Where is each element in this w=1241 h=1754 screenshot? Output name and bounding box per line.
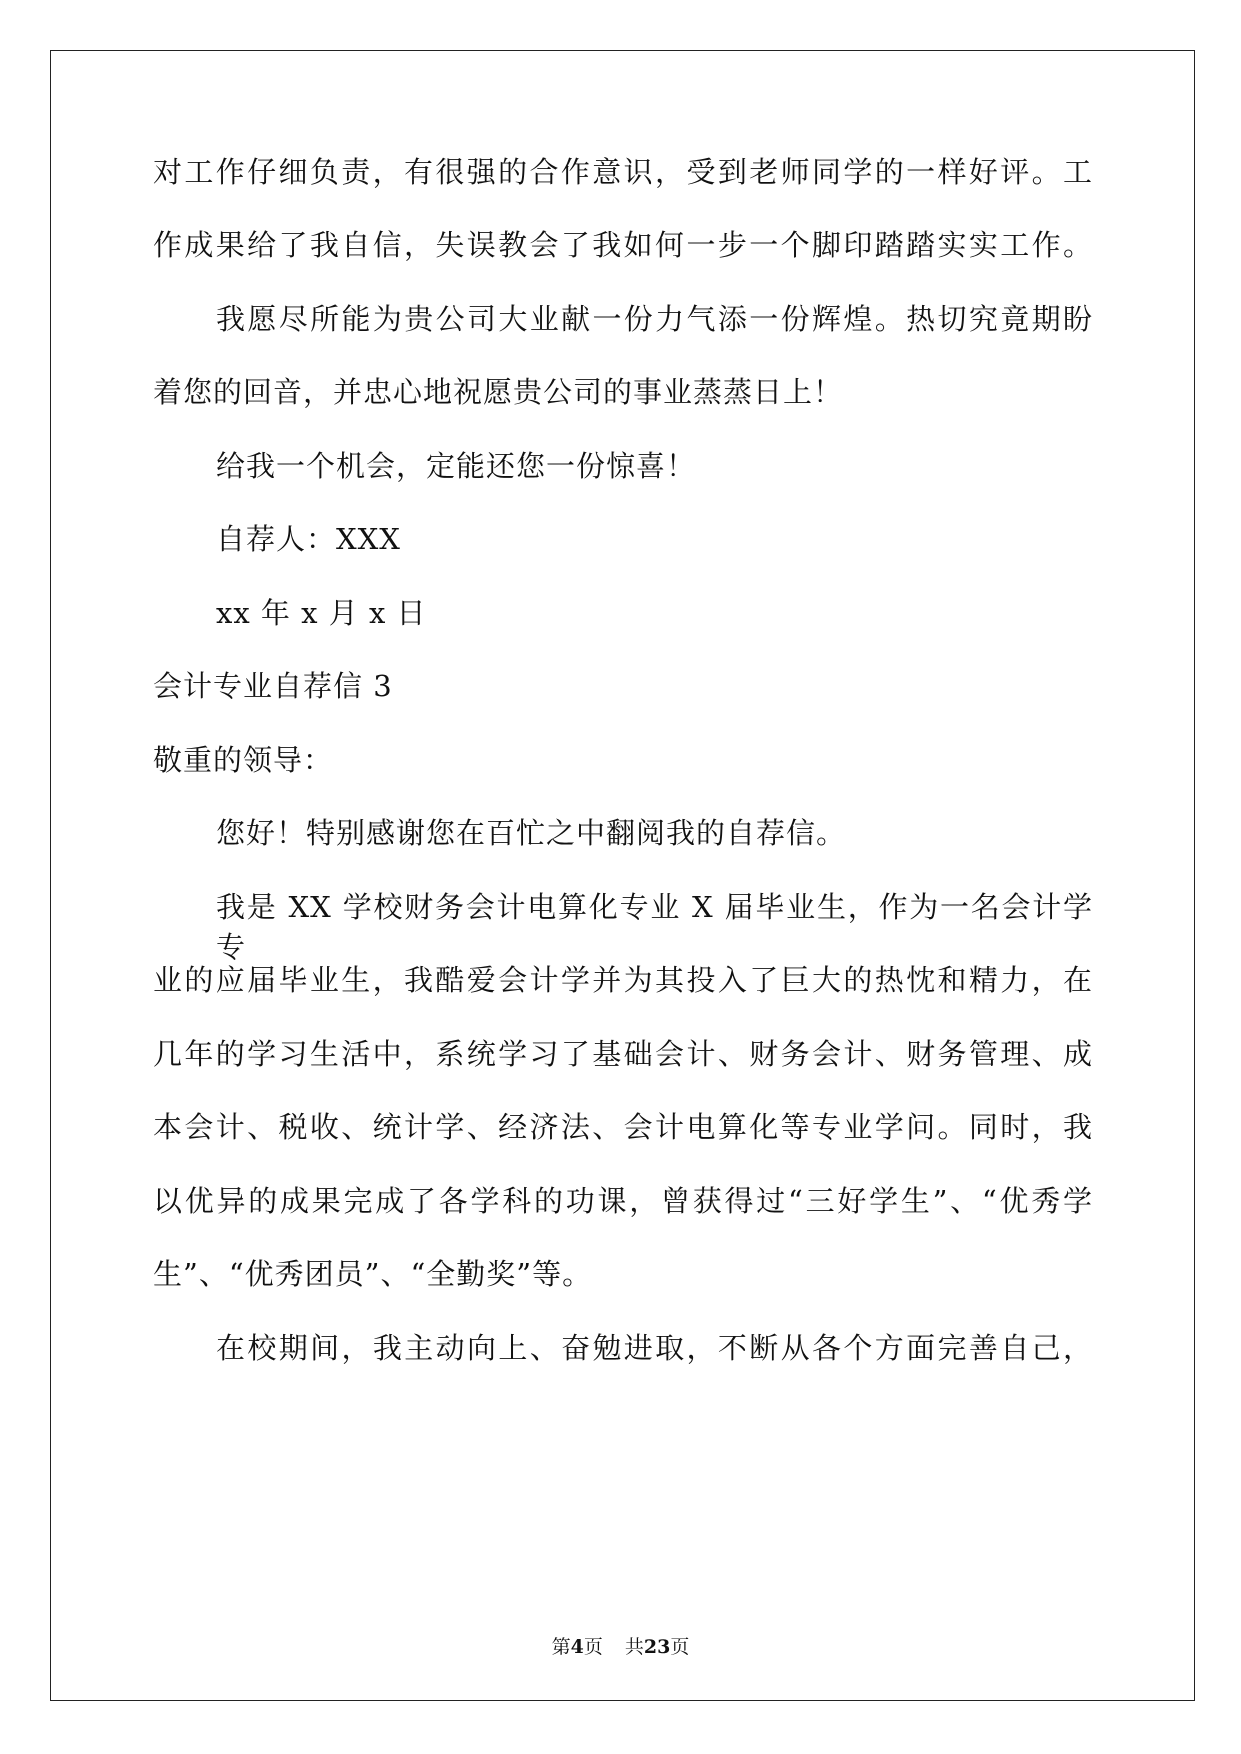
section-title: 会计专业自荐信 3 xyxy=(153,669,393,703)
date-line: xx 年 x 月 x 日 xyxy=(216,596,427,630)
salutation: 敬重的领导： xyxy=(153,743,334,777)
paragraph-start: 在校期间，我主动向上、奋勉进取，不断从各个方面完善自己， xyxy=(216,1331,1093,1365)
text-line: 以优异的成果完成了各学科的功课，曾获得过“三好学生”、“优秀学 xyxy=(153,1184,1093,1218)
text-line: 对工作仔细负责，有很强的合作意识，受到老师同学的一样好评。工 xyxy=(153,155,1093,189)
signature-line: 自荐人：XXX xyxy=(216,522,401,556)
total-prefix: 共 xyxy=(624,1636,644,1658)
paragraph-start: 我是 XX 学校财务会计电算化专业 X 届毕业生，作为一名会计学专 xyxy=(216,890,1093,964)
page-footer xyxy=(0,1635,1241,1659)
total-unit: 页 xyxy=(670,1636,690,1658)
page-unit: 页 xyxy=(583,1636,603,1658)
paragraph-start: 您好！特别感谢您在百忙之中翻阅我的自荐信。 xyxy=(216,816,847,850)
page-border xyxy=(50,50,1195,1701)
text-line: 本会计、税收、统计学、经济法、会计电算化等专业学问。同时，我 xyxy=(153,1110,1093,1144)
text-line: 生”、“优秀团员”、“全勤奖”等。 xyxy=(153,1257,593,1291)
paragraph-start: 我愿尽所能为贵公司大业献一份力气添一份辉煌。热切究竟期盼 xyxy=(216,302,1093,336)
page-number: 4 xyxy=(570,1636,584,1658)
text-line: 着您的回音，并忠心地祝愿贵公司的事业蒸蒸日上！ xyxy=(153,375,844,409)
paragraph-start: 给我一个机会，定能还您一份惊喜！ xyxy=(216,449,697,483)
text-line: 几年的学习生活中，系统学习了基础会计、财务会计、财务管理、成 xyxy=(153,1037,1093,1071)
text-line: 作成果给了我自信，失误教会了我如何一步一个脚印踏踏实实工作。 xyxy=(153,228,1093,262)
text-line: 业的应届毕业生，我酷爱会计学并为其投入了巨大的热忱和精力，在 xyxy=(153,963,1093,997)
total-pages: 23 xyxy=(643,1636,671,1658)
page-prefix: 第 xyxy=(551,1636,571,1658)
